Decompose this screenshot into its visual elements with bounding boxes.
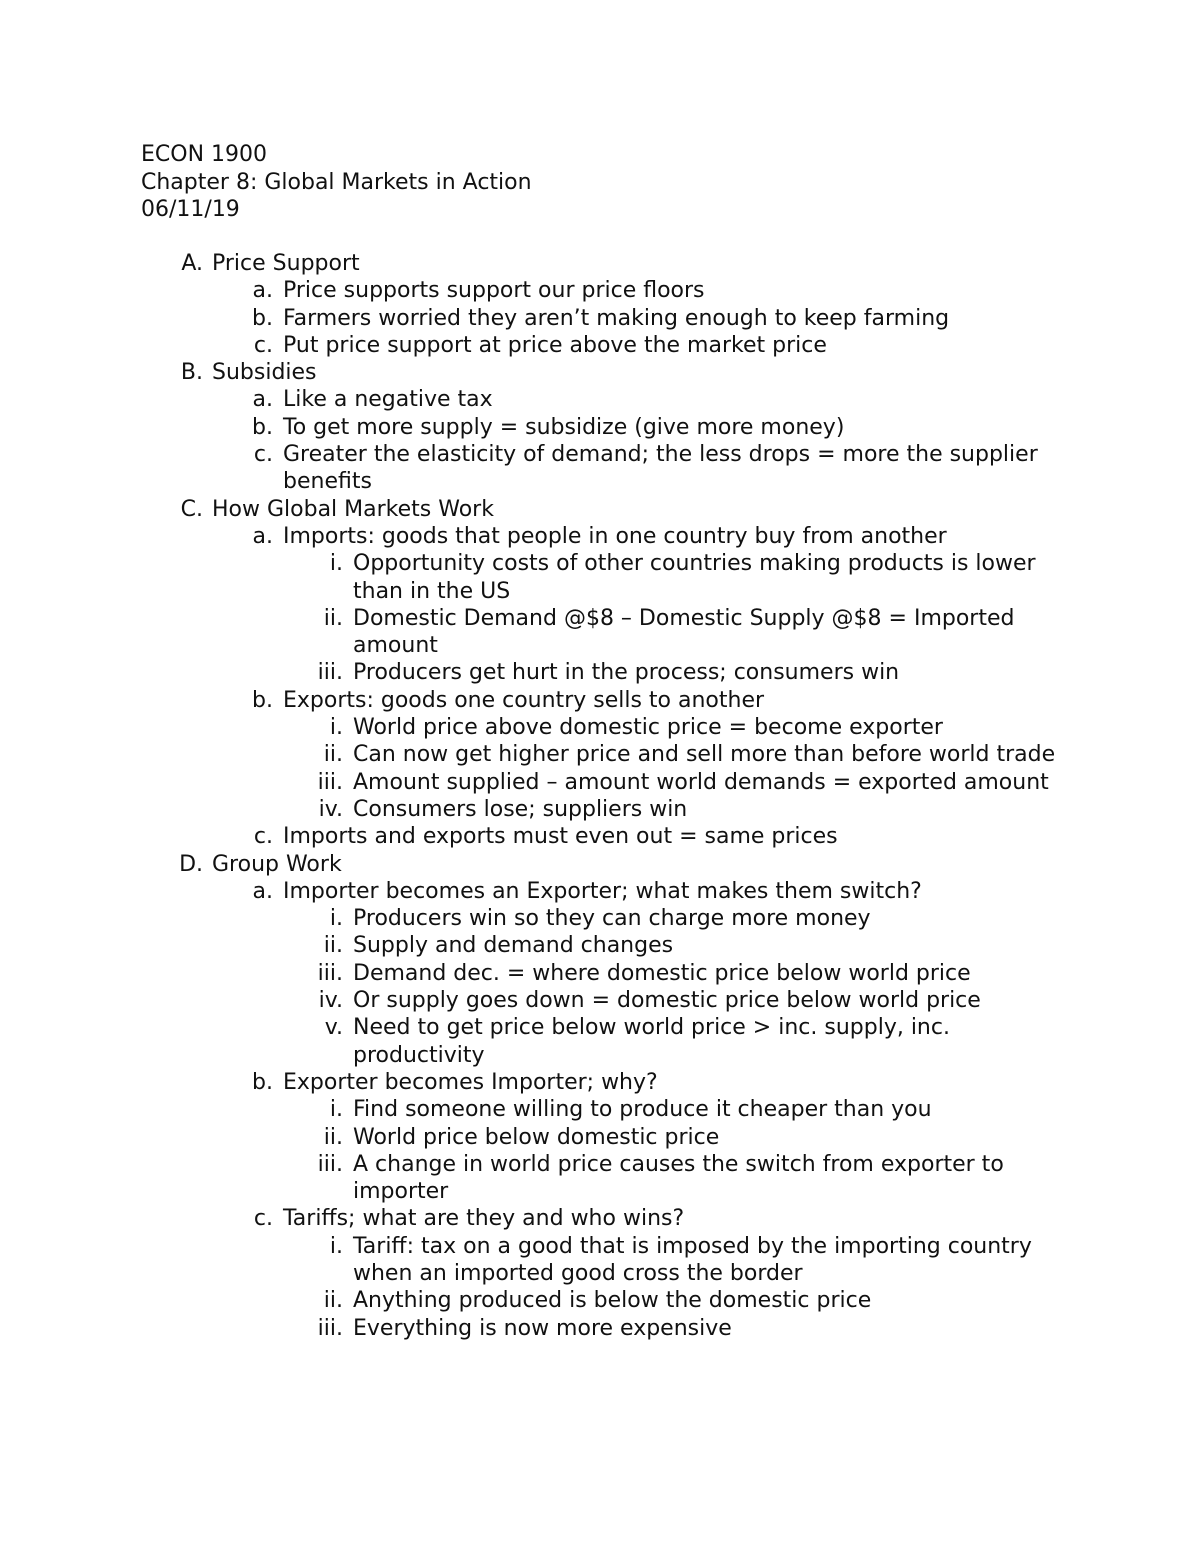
outline-item-level-3 xyxy=(0,605,1200,660)
list-marker: iii. xyxy=(317,1315,343,1341)
list-marker: iv. xyxy=(318,796,343,822)
list-item-text: A change in world price causes the switch from exporter to importer xyxy=(353,1151,1004,1205)
outline-item-level-2 xyxy=(0,1069,1200,1096)
list-marker: ii. xyxy=(323,605,343,631)
list-item-text: Put price support at price above the market price xyxy=(283,332,827,358)
list-marker: ii. xyxy=(323,1124,343,1150)
list-marker: a. xyxy=(252,878,273,904)
outline-item-level-2 xyxy=(0,1205,1200,1232)
list-item-text: Producers win so they can charge more money xyxy=(353,906,871,932)
list-marker: A. xyxy=(181,251,203,276)
list-item-text: Amount supplied – amount world demands = exported amount xyxy=(353,769,1049,795)
list-item-text: Tariff: tax on a good that is imposed by the importing country when an imported good cross the border xyxy=(353,1233,1032,1286)
list-marker: b. xyxy=(252,305,273,331)
list-item-text: Subsidies xyxy=(212,360,317,386)
list-marker: C. xyxy=(180,496,203,522)
outline-item-level-1 xyxy=(0,359,1200,386)
list-marker: a. xyxy=(252,278,273,304)
list-item-text: How Global Markets Work xyxy=(212,496,494,522)
outline-item-level-2 xyxy=(0,305,1200,332)
outline-item-level-3 xyxy=(0,960,1200,987)
outline-item-level-3 xyxy=(0,1096,1200,1123)
list-item-text: World price below domestic price xyxy=(353,1124,720,1150)
list-marker: b. xyxy=(252,414,273,440)
list-item-text: Imports: goods that people in one country buy from another xyxy=(283,523,947,549)
outline-item-level-2 xyxy=(0,878,1200,905)
list-marker: ii. xyxy=(323,933,343,959)
list-marker: c. xyxy=(253,442,273,468)
list-item-text: Greater the elasticity of demand; the less drops = more the supplier benefits xyxy=(283,442,1038,495)
list-item-text: Importer becomes an Exporter; what makes them switch? xyxy=(283,878,922,904)
list-item-text: Price Support xyxy=(212,251,360,276)
list-item-text: Opportunity costs of other countries making products is lower than in the US xyxy=(353,551,1036,604)
outline-item-level-2 xyxy=(0,523,1200,550)
list-item-text: Price supports support our price floors xyxy=(283,278,705,304)
outline-item-level-2 xyxy=(0,277,1200,304)
list-item-text: Find someone willing to produce it cheaper than you xyxy=(353,1097,932,1123)
notes-outline xyxy=(0,250,1200,1342)
list-marker: i. xyxy=(329,551,343,577)
outline-item-level-2 xyxy=(0,441,1200,496)
list-marker: b. xyxy=(252,687,273,713)
list-marker: D. xyxy=(179,851,203,877)
outline-item-level-3 xyxy=(0,1287,1200,1314)
note-date: 06/11/19 xyxy=(141,197,240,222)
outline-item-level-3 xyxy=(0,714,1200,741)
outline-item-level-2 xyxy=(0,386,1200,413)
course-code: ECON 1900 xyxy=(141,142,268,167)
outline-item-level-3 xyxy=(0,987,1200,1014)
outline-item-level-1 xyxy=(0,851,1200,878)
list-marker: c. xyxy=(253,824,273,850)
list-marker: iii. xyxy=(317,1151,343,1177)
list-marker: i. xyxy=(329,715,343,741)
list-marker: iii. xyxy=(317,660,343,686)
outline-item-level-3 xyxy=(0,1124,1200,1151)
list-item-text: Demand dec. = where domestic price below world price xyxy=(353,960,971,986)
outline-item-level-3 xyxy=(0,659,1200,686)
outline-item-level-3 xyxy=(0,796,1200,823)
list-item-text: Supply and demand changes xyxy=(353,933,674,959)
outline-item-level-3 xyxy=(0,550,1200,605)
outline-item-level-3 xyxy=(0,741,1200,768)
list-item-text: Farmers worried they aren’t making enough to keep farming xyxy=(283,305,950,331)
list-item-text: Need to get price below world price > inc. supply, inc. productivity xyxy=(353,1015,950,1068)
list-marker: ii. xyxy=(323,1288,343,1314)
outline-item-level-3 xyxy=(0,1014,1200,1069)
outline-item-level-3 xyxy=(0,1233,1200,1288)
list-marker: i. xyxy=(329,1097,343,1123)
list-marker: ii. xyxy=(323,742,343,768)
list-marker: b. xyxy=(252,1069,273,1095)
list-item-text: Everything is now more expensive xyxy=(353,1315,732,1341)
list-item-text: Imports and exports must even out = same prices xyxy=(283,824,838,850)
list-marker: i. xyxy=(329,906,343,932)
outline-item-level-3 xyxy=(0,905,1200,932)
list-item-text: To get more supply = subsidize (give more money) xyxy=(283,414,845,440)
list-item-text: Exporter becomes Importer; why? xyxy=(283,1069,658,1095)
list-marker: a. xyxy=(252,387,273,413)
outline-item-level-2 xyxy=(0,823,1200,850)
outline-item-level-3 xyxy=(0,769,1200,796)
list-marker: iii. xyxy=(317,960,343,986)
list-item-text: Consumers lose; suppliers win xyxy=(353,796,688,822)
outline-item-level-2 xyxy=(0,332,1200,359)
document-header xyxy=(141,141,532,224)
list-marker: iv. xyxy=(318,988,343,1014)
list-marker: iii. xyxy=(317,769,343,795)
list-marker: a. xyxy=(252,523,273,549)
outline-item-level-1 xyxy=(0,250,1200,277)
list-item-text: Exports: goods one country sells to another xyxy=(283,687,765,713)
list-item-text: Producers get hurt in the process; consumers win xyxy=(353,660,900,686)
list-item-text: Or supply goes down = domestic price below world price xyxy=(353,988,981,1014)
list-marker: c. xyxy=(253,1206,273,1232)
chapter-title: Chapter 8: Global Markets in Action xyxy=(141,169,532,195)
outline-item-level-3 xyxy=(0,1315,1200,1342)
outline-item-level-1 xyxy=(0,496,1200,523)
list-item-text: Domestic Demand @$8 – Domestic Supply @$8 = Imported amount xyxy=(353,605,1015,659)
list-marker: i. xyxy=(329,1233,343,1259)
outline-item-level-2 xyxy=(0,414,1200,441)
list-item-text: Anything produced is below the domestic price xyxy=(353,1288,872,1314)
outline-item-level-2 xyxy=(0,687,1200,714)
list-marker: c. xyxy=(253,332,273,358)
list-marker: v. xyxy=(324,1015,343,1041)
list-item-text: Group Work xyxy=(212,851,342,877)
list-item-text: Like a negative tax xyxy=(283,387,493,413)
list-item-text: Can now get higher price and sell more than before world trade xyxy=(353,742,1056,768)
list-item-text: Tariffs; what are they and who wins? xyxy=(283,1206,685,1232)
list-item-text: World price above domestic price = become exporter xyxy=(353,715,943,741)
outline-item-level-3 xyxy=(0,1151,1200,1206)
list-marker: B. xyxy=(180,360,203,386)
outline-item-level-3 xyxy=(0,932,1200,959)
